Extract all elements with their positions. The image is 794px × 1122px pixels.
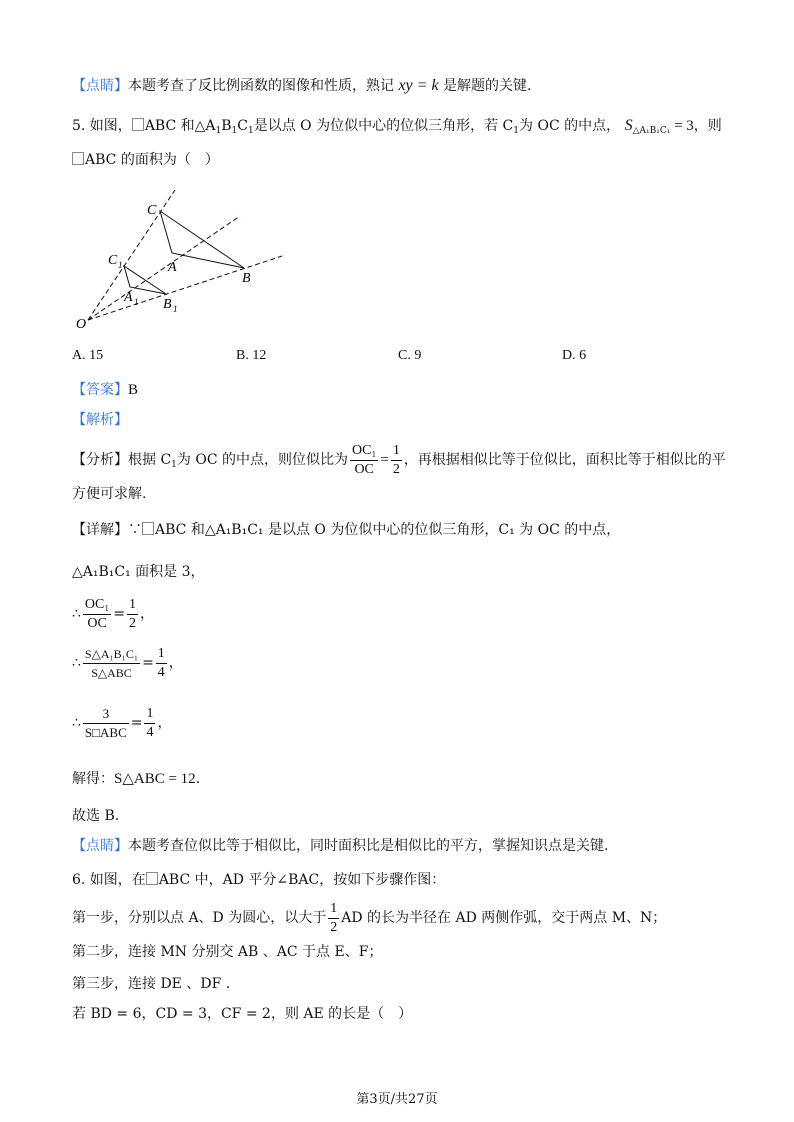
dianjing-text-b: 是解题的关键. [443, 78, 532, 94]
equals: = [380, 452, 389, 468]
dianjing-line-1 [72, 76, 531, 96]
label-b1-sub: 1 [173, 304, 178, 314]
triangle-symbol [132, 118, 144, 131]
question-5-line-1 [72, 116, 722, 141]
fraction-denominator: 4 [146, 724, 154, 740]
q5-text-e: 为 OC 的中点， [519, 118, 621, 134]
equation-3: ∴ $\frac{3}{\text{S□ABC}}$ = $\frac{1}{4}$ ， [72, 705, 172, 740]
q5-line2-text: ABC 的面积为（ ） [85, 152, 219, 168]
q5-text-a: ABC 和△A [144, 118, 216, 134]
fraction-numerator: 1 [328, 900, 339, 919]
fraction-numerator: OC₁ [350, 442, 378, 461]
label-b: B [242, 271, 251, 286]
triangle-symbol [146, 872, 158, 885]
question-6-line-3: 第二步，连接 MN 分别交 AB 、AC 于点 E、F； [72, 944, 383, 960]
question-6-line-2 [72, 898, 666, 938]
formula-xyk: xy = k [398, 77, 439, 94]
fenxi-line-2: 方便可求解. [72, 486, 147, 502]
fraction-numerator: OC₁ [83, 596, 111, 615]
fraction [83, 596, 111, 633]
dianjing-tag: 【点睛】 [72, 838, 128, 854]
solve-line [72, 769, 200, 789]
label-a1-sub: 1 [134, 297, 139, 307]
therefore-symbol: ∴ [72, 715, 81, 731]
question-5-line-2 [72, 150, 219, 170]
fraction [83, 645, 140, 682]
dianjing-text-a: 本题考查了反比例函数的图像和性质，熟记 [128, 78, 394, 94]
fraction-denominator: S□ABC [84, 724, 127, 740]
equation-1: ∴ $\frac{\text{OC₁}}{OC}$ = $\frac{1}{2}$ ， [72, 596, 154, 631]
similar-triangles-figure [72, 190, 292, 335]
fraction [350, 442, 378, 479]
xiangjie-line-1 [72, 520, 620, 540]
area-value: = 3 [670, 118, 694, 134]
q6-step1-a: 第一步，分别以点 A、D 为圆心，以大于 [72, 910, 327, 926]
sub: 1 [231, 126, 238, 136]
sub: 1 [248, 126, 254, 136]
answer-line [72, 380, 138, 400]
answer-value: B [128, 382, 139, 398]
fraction-numerator: 3 [83, 705, 129, 724]
equation-2: ∴ $\frac{\text{S△A₁B₁C₁}}{\text{S△ABC}}$ = $\frac{1}{4}$ ， [72, 645, 183, 680]
fenxi-b: 为 OC 的中点，则位似比为 [176, 452, 348, 468]
label-b1: B [163, 297, 172, 312]
label-a1: A [124, 290, 133, 305]
q5-text-d: 是以点 O 为位似中心的位似三角形，若 C [253, 118, 514, 134]
q5-text-f: ，则 [693, 118, 722, 134]
fraction [328, 900, 339, 937]
dianjing-text: 本题考查位似比等于相似比，同时面积比是相似比的平方，掌握知识点是关键. [128, 838, 609, 854]
q6-text-b: ABC 中，AD 平分∠BAC，按如下步骤作图： [158, 872, 446, 888]
xiangjie-b: ABC 和△A₁B₁C₁ 是以点 O 为位似中心的位似三角形，C₁ 为 OC 的中点， [155, 522, 621, 538]
question-6-line-1 [72, 870, 445, 890]
solve-result: S△ABC = 12 [114, 771, 196, 787]
option-c[interactable]: C. 9 [398, 348, 422, 363]
fraction [127, 596, 138, 633]
sub: 1 [513, 126, 520, 136]
triangle-symbol [72, 152, 84, 165]
therefore-symbol: ∴ [72, 606, 81, 622]
choose-line: 故选 B. [72, 808, 120, 824]
option-b[interactable]: B. 12 [236, 348, 267, 363]
solve-label: 解得： [72, 771, 114, 787]
sub: 1 [171, 460, 177, 470]
triangle-symbol [142, 522, 154, 535]
fraction-denominator: 4 [157, 664, 165, 680]
fenxi-a: 根据 C [128, 452, 172, 468]
answer-tag: 【答案】 [72, 382, 128, 398]
fenxi-line-1 [72, 440, 726, 485]
fraction-denominator: 2 [392, 461, 400, 477]
fraction-numerator: 1 [156, 645, 167, 664]
dianjing-line-2 [72, 836, 608, 856]
fraction-denominator: S△ABC [91, 665, 132, 680]
q6-text-a: 6. 如图，在 [72, 872, 146, 888]
therefore-symbol: ∴ [72, 655, 81, 671]
label-c1: C [108, 253, 118, 268]
area-sub: △A₁B₁C₁ [632, 126, 671, 136]
fraction-denominator: OC [87, 615, 107, 631]
fraction [391, 442, 402, 479]
fraction [83, 705, 129, 742]
fraction-denominator: 2 [129, 615, 136, 631]
fraction-denominator: 2 [330, 919, 338, 935]
analysis-line [72, 410, 128, 430]
fraction-numerator: 1 [144, 705, 155, 724]
area-symbol: S [624, 117, 633, 134]
analysis-tag: 【解析】 [72, 412, 128, 428]
question-6-line-4: 第三步，连接 DE 、DF . [72, 976, 231, 992]
q5-number: 5. 如图， [72, 118, 132, 134]
q5-text-c: C [237, 118, 248, 134]
fraction [144, 705, 155, 742]
fraction-numerator: S△A₁B₁C₁ [83, 645, 140, 664]
xiangjie-tag: 【详解】 [72, 522, 128, 538]
label-o: O [76, 317, 87, 332]
fenxi-tag: 【分析】 [72, 452, 128, 468]
comma: ， [168, 655, 183, 671]
period: . [195, 771, 201, 787]
dianjing-tag: 【点睛】 [72, 78, 128, 94]
label-a: A [168, 260, 177, 275]
comma: ， [140, 606, 154, 622]
fraction [156, 645, 167, 682]
comma: ， [157, 715, 172, 731]
label-c1-sub: 1 [118, 260, 123, 270]
label-c: C [147, 203, 157, 218]
page-footer: 第3页/共27页 [356, 1092, 438, 1107]
option-a[interactable]: A. 15 [72, 348, 104, 363]
because-symbol: ∵ [128, 522, 142, 538]
q5-text-b: B [221, 118, 232, 134]
question-6-line-5: 若 BD = 6，CD = 3，CF = 2，则 AE 的长是（ ） [72, 1006, 413, 1022]
fraction-numerator: 1 [127, 596, 138, 615]
option-d[interactable]: D. 6 [562, 348, 587, 363]
q6-step1-b: AD 的长为半径在 AD 两侧作弧，交于两点 M、N； [341, 910, 667, 926]
fraction-numerator: 1 [391, 442, 402, 461]
sub: 1 [215, 126, 222, 136]
fraction-denominator: OC [354, 461, 374, 477]
fenxi-c: ，再根据相似比等于位似比，面积比等于相似比的平 [403, 452, 726, 468]
xiangjie-line-2: △A₁B₁C₁ 面积是 3， [72, 564, 205, 580]
